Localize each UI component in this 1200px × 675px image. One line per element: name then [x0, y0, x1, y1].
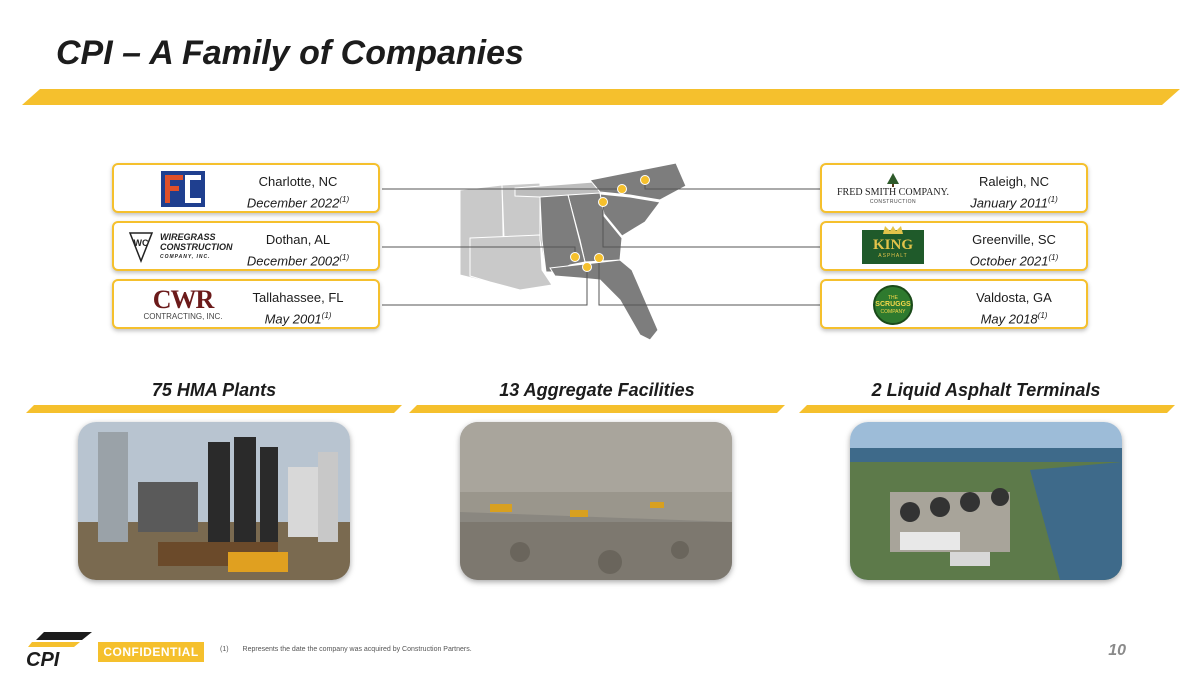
- card-city: Valdosta, GA: [976, 290, 1052, 305]
- card-footnote-ref: (1): [1037, 311, 1048, 320]
- card-date: January 2011: [970, 195, 1049, 211]
- map-dot-charlotte: [618, 185, 627, 194]
- fc-logo: [128, 171, 238, 207]
- wiregrass-logo-line3: COMPANY, INC.: [160, 254, 211, 260]
- scruggs-logo: [830, 287, 956, 323]
- footnote-text: Represents the date the company was acquired by Construction Partners.: [242, 646, 472, 653]
- cwr-logo: [128, 287, 238, 323]
- wiregrass-mark-text: WC: [133, 238, 149, 248]
- scruggs-logo-line3: COMPANY: [880, 309, 906, 315]
- company-card-valdosta: [820, 279, 1088, 329]
- scruggs-logo-line2: SCRUGGS: [875, 301, 911, 308]
- cpi-logo: [22, 632, 92, 668]
- map-dot-valdosta: [595, 254, 604, 263]
- wiregrass-shield-icon: [128, 231, 154, 263]
- map-dot-dothan: [571, 253, 580, 262]
- tree-icon: [887, 173, 899, 187]
- map-state-florida: [550, 260, 658, 340]
- hma-plant-photo: [78, 422, 350, 580]
- card-footnote-ref: (1): [321, 311, 332, 320]
- section-title-asphalt-terminals: 2 Liquid Asphalt Terminals: [871, 380, 1101, 400]
- company-card-charlotte: [112, 163, 380, 213]
- section-underline-1: [26, 405, 402, 413]
- card-footnote-ref: (1): [339, 253, 350, 262]
- map-dot-raleigh: [641, 176, 650, 185]
- fred-smith-logo-line2: CONSTRUCTION: [869, 198, 917, 205]
- card-date: December 2022: [246, 195, 340, 211]
- cpi-logo-text: CPI: [26, 649, 60, 668]
- card-date: October 2021: [969, 253, 1049, 269]
- wiregrass-logo-line1: WIREGRASS: [160, 232, 216, 242]
- company-card-greenville: [820, 221, 1088, 271]
- wiregrass-logo-line2: CONSTRUCTION: [160, 242, 233, 252]
- company-card-raleigh: [820, 163, 1088, 213]
- crown-icon: [883, 226, 903, 234]
- card-city: Dothan, AL: [265, 232, 331, 247]
- card-date: December 2002: [246, 253, 340, 269]
- section-title-aggregate-facilities: 13 Aggregate Facilities: [499, 380, 695, 400]
- king-logo-line1: KING: [872, 237, 913, 253]
- asphalt-terminal-photo: [850, 422, 1122, 580]
- card-footnote-ref: (1): [1048, 195, 1058, 204]
- title-accent-bar: [22, 89, 1180, 105]
- page-title: CPI – A Family of Companies: [56, 34, 524, 72]
- page-number: 10: [1108, 642, 1126, 659]
- map-state-louisiana: [470, 235, 552, 290]
- scruggs-logo-line1: THE: [888, 295, 898, 301]
- footnote-number: (1): [220, 646, 229, 653]
- company-card-dothan: [112, 221, 380, 271]
- cwr-logo-wordmark: CWR: [152, 285, 214, 314]
- card-footnote-ref: (1): [339, 195, 350, 204]
- map-dot-greenville: [599, 198, 608, 207]
- card-date: May 2001: [264, 311, 322, 327]
- card-date: May 2018: [980, 311, 1038, 327]
- fred-smith-logo: [830, 171, 956, 207]
- wiregrass-logo: [128, 229, 238, 265]
- map-dot-tallahassee: [583, 263, 592, 272]
- card-footnote-ref: (1): [1048, 253, 1059, 262]
- cwr-logo-subtitle: CONTRACTING, INC.: [143, 312, 223, 321]
- fred-smith-logo-line1: FRED SMITH COMPANY.: [837, 186, 949, 198]
- card-city: Tallahassee, FL: [252, 290, 344, 305]
- aggregate-facility-photo: [460, 422, 732, 580]
- confidential-badge: CONFIDENTIAL: [98, 642, 204, 662]
- card-city: Raleigh, NC: [978, 174, 1050, 189]
- card-city: Greenville, SC: [972, 232, 1056, 247]
- company-card-tallahassee: [112, 279, 380, 329]
- fc-logo-mark: [161, 171, 205, 207]
- card-city: Charlotte, NC: [258, 174, 338, 189]
- footnote: [220, 646, 472, 653]
- king-asphalt-logo: [830, 229, 956, 265]
- section-underline-2: [409, 405, 785, 413]
- king-logo-line2: ASPHALT: [878, 253, 908, 259]
- section-underline-3: [799, 405, 1175, 413]
- section-title-hma-plants: 75 HMA Plants: [151, 380, 277, 400]
